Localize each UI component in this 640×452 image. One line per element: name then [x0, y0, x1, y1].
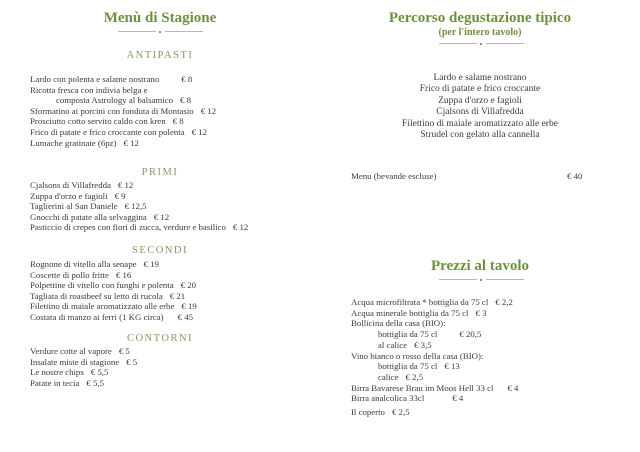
- item-name: composta Astrology al balsamico: [56, 95, 174, 106]
- menu-item: [30, 106, 216, 117]
- item-name: Frico di patate e frico croccante con polenta: [30, 126, 185, 137]
- item-price: € 21: [169, 290, 186, 301]
- item-name: Pasticcio di crepes con fiori di zucca, verdure e basilico: [30, 222, 226, 233]
- item-price: € 5: [126, 356, 138, 367]
- item-price: € 8: [180, 95, 192, 106]
- menu-item: [30, 201, 248, 212]
- menu-item: [30, 138, 216, 149]
- item-price: € 19: [181, 301, 197, 312]
- section-items: [30, 74, 216, 148]
- item-price: € 12: [200, 105, 217, 116]
- menu-item: [30, 357, 137, 368]
- item-price: € 5,5: [86, 377, 104, 388]
- cover-label: Il coperto: [351, 407, 385, 417]
- menu-item: [30, 301, 197, 312]
- section-heading: ANTIPASTI: [126, 50, 194, 61]
- course: Lardo e salame nostrano: [433, 73, 527, 83]
- item-name: Coscette di pollo fritte: [30, 269, 109, 280]
- item-name: Taglierini al San Daniele: [30, 201, 118, 212]
- cover-price: € 2,5: [391, 407, 410, 417]
- item-price: € 8: [172, 116, 184, 127]
- item-name: Sformatino ai porcini con fonduta di Montasio: [30, 105, 194, 116]
- item-price: € 20: [180, 280, 197, 291]
- menu-item: [30, 85, 216, 96]
- price-item-price: € 3,5: [414, 339, 432, 350]
- menu-item: [30, 312, 197, 323]
- price-item-name: al calice: [378, 339, 408, 350]
- price-item-name: Acqua minerale bottiglia da 75 cl: [351, 307, 469, 318]
- menu-item: [30, 180, 248, 191]
- divider: [165, 31, 203, 32]
- price-item: [351, 372, 518, 383]
- course: Zuppa d'orzo e fagioli: [438, 95, 522, 106]
- item-name: Zuppa d'orzo e fagioli: [30, 190, 108, 201]
- item-price: € 45: [177, 311, 194, 322]
- price-item-name: bottiglia da 75 cl: [378, 329, 438, 340]
- price-item-price: € 2,2: [495, 297, 513, 307]
- item-name: Insalate miste di stagione: [30, 356, 120, 367]
- item-name: Prosciutto cotto servito caldo con kren: [30, 116, 166, 127]
- menu-item: [30, 116, 216, 127]
- item-price: € 5: [118, 346, 130, 356]
- menu-item: [30, 191, 248, 202]
- menu-item: [30, 291, 197, 302]
- item-price: € 12: [123, 137, 139, 148]
- menu-item: [30, 259, 197, 270]
- item-price: € 8: [181, 74, 193, 84]
- price-item: [351, 318, 518, 329]
- menu-item: [30, 127, 216, 138]
- tasting-title: Percorso degustazione tipico: [388, 10, 572, 26]
- section-heading: PRIMI: [141, 167, 179, 178]
- item-name: Rognone di vitello alla senape: [30, 259, 137, 269]
- course: Filettino di maiale aromatizzato alle erbe: [402, 118, 558, 129]
- menu-item: [30, 270, 197, 281]
- menu-item: [30, 280, 197, 291]
- menu-item: [30, 74, 216, 85]
- item-name: Verdure cotte al vapore: [30, 346, 112, 356]
- menu-item: [30, 367, 137, 378]
- menu-title: Menù di Stagione: [103, 10, 217, 26]
- price-item-price: € 4: [507, 382, 519, 393]
- item-price: € 5,5: [90, 367, 109, 378]
- item-name: Lumache gratinate (6pz): [30, 137, 117, 148]
- item-price: € 12: [232, 222, 249, 233]
- divider-ornament: [480, 43, 482, 45]
- section-heading: SECONDI: [131, 245, 188, 256]
- price-item: [351, 361, 518, 372]
- menu-item: [30, 95, 216, 106]
- section-items: [30, 346, 137, 388]
- price-item-name: calice: [378, 371, 399, 382]
- section-items: [30, 259, 197, 323]
- divider: [486, 43, 524, 44]
- item-name: Tagliata di roastbeef su letto di rucola: [30, 290, 163, 301]
- price-item: [351, 393, 518, 404]
- item-name: Gnocchi di patate alla selvaggina: [30, 211, 147, 222]
- price-item-price: € 3: [475, 307, 487, 318]
- item-price: € 12: [153, 211, 170, 222]
- menu-item: [30, 346, 137, 357]
- item-price: € 12: [191, 126, 208, 137]
- price-item-price: € 13: [444, 361, 460, 372]
- section-heading: CONTORNI: [126, 333, 194, 344]
- menu-item: [30, 212, 248, 223]
- course: Frico di patate e frico croccante: [419, 84, 541, 95]
- price-item: [351, 383, 518, 394]
- item-price: € 12: [117, 180, 134, 190]
- price-item-price: € 20,5: [459, 329, 482, 340]
- divider-ornament: [159, 31, 161, 33]
- item-name: Ricotta fresca con indivia belga e: [30, 84, 148, 95]
- item-name: Polpettine di vitello con funghi e polenta: [30, 280, 174, 291]
- item-name: Costata di manzo ai ferri (1 KG circa): [30, 311, 164, 322]
- table-prices-list: [351, 297, 518, 404]
- item-name: Le nostre chips: [30, 367, 84, 378]
- price-item-name: Birra analcolica 33cl: [351, 393, 425, 404]
- item-name: Lardo con polenta e salame nostrano: [30, 74, 160, 84]
- price-item-price: € 4: [452, 393, 464, 404]
- divider: [439, 279, 477, 280]
- price-item: [351, 329, 518, 340]
- tasting-menu-price: € 40: [567, 171, 583, 181]
- price-item-price: € 2,5: [405, 371, 424, 382]
- course: Cjalsons di Villafredda: [436, 107, 524, 118]
- price-item: [351, 308, 518, 319]
- tasting-courses: [340, 73, 620, 141]
- item-price: € 9: [114, 190, 126, 201]
- tasting-menu-label: Menu (bevande escluse): [351, 171, 437, 181]
- cover-charge: [351, 407, 410, 418]
- tasting-subtitle: (per l'intero tavolo): [438, 27, 522, 38]
- price-item-name: bottiglia da 75 cl: [378, 361, 438, 372]
- price-item: [351, 351, 518, 362]
- divider: [439, 43, 477, 44]
- item-price: € 16: [115, 269, 132, 280]
- item-name: Cjalsons di Villafredda: [30, 180, 111, 190]
- price-item-name: Vino bianco o rosso della casa (BIO):: [351, 350, 484, 361]
- item-price: € 12,5: [124, 201, 147, 212]
- menu-item: [30, 378, 137, 389]
- price-item-name: Acqua microfiltrata * bottiglia da 75 cl: [351, 297, 489, 307]
- menu-item: [30, 222, 248, 233]
- divider: [486, 279, 524, 280]
- divider-ornament: [480, 279, 482, 281]
- section-items: [30, 180, 248, 233]
- item-name: Patate in tecia: [30, 377, 80, 388]
- item-price: € 19: [143, 259, 159, 269]
- item-name: Filettino di maiale aromatizzato alle erbe: [30, 301, 175, 312]
- price-item: [351, 340, 518, 351]
- price-item-name: Bollicina della casa (BIO):: [351, 318, 446, 329]
- course: Strudel con gelato alla cannella: [420, 130, 540, 141]
- table-prices-title: Prezzi al tavolo: [430, 258, 530, 274]
- price-item: [351, 297, 518, 308]
- price-item-name: Birra Bavarese Brau im Moos Hell 33 cl: [351, 382, 494, 393]
- divider: [118, 31, 156, 32]
